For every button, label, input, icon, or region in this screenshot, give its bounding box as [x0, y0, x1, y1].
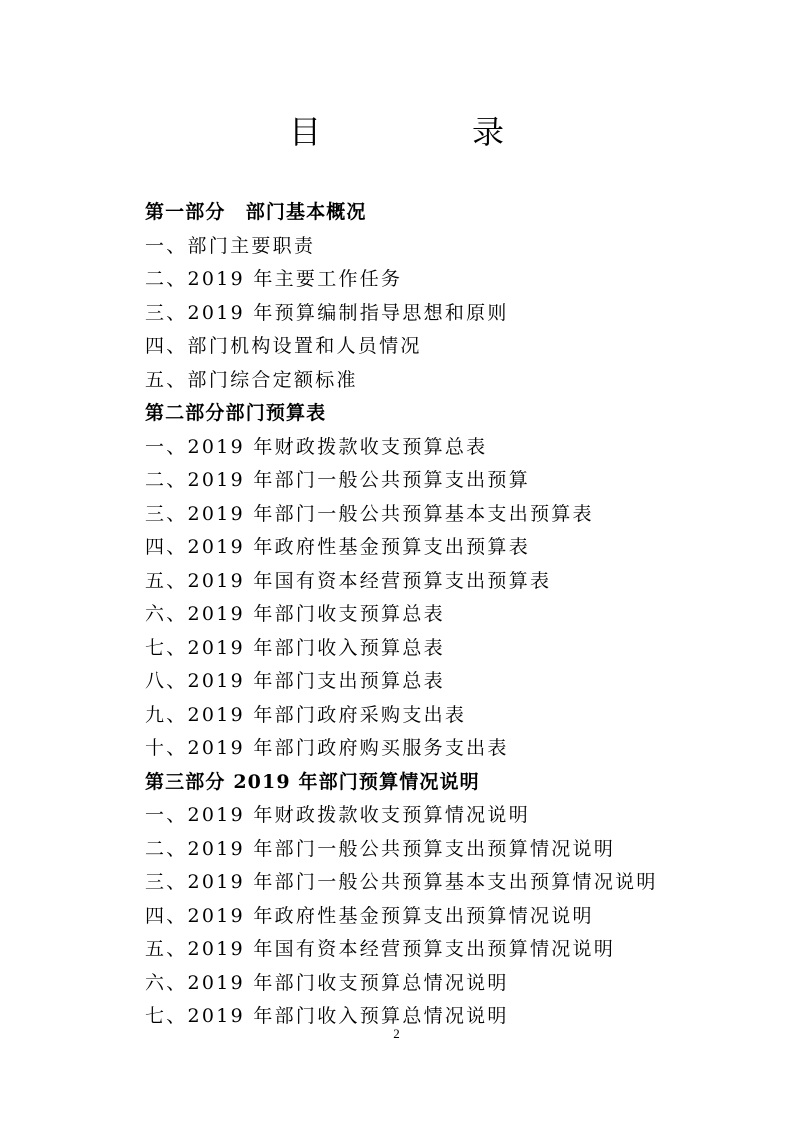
- toc-part-heading: 第二部分部门预算表: [145, 402, 327, 424]
- toc-item: 三、2019 年部门一般公共预算基本支出预算表: [145, 502, 594, 525]
- toc-item: 一、2019 年财政拨款收支预算情况说明: [145, 804, 530, 826]
- toc-item: 一、部门主要职责: [145, 234, 316, 257]
- toc-item: 二、2019 年主要工作任务: [145, 268, 403, 290]
- toc-part-heading: 第一部分 部门基本概况: [145, 201, 367, 223]
- toc-item: 六、2019 年部门收支预算总表: [145, 603, 445, 625]
- toc-item: 七、2019 年部门收入预算总情况说明: [145, 1005, 509, 1027]
- toc-item: 四、部门机构设置和人员情况: [145, 335, 422, 357]
- toc-item: 十、2019 年部门政府购买服务支出表: [145, 737, 509, 759]
- toc-item: 二、2019 年部门一般公共预算支出预算: [145, 469, 530, 491]
- toc-item: 五、部门综合定额标准: [145, 368, 358, 391]
- toc-item: 四、2019 年政府性基金预算支出预算情况说明: [145, 904, 594, 927]
- toc-item: 七、2019 年部门收入预算总表: [145, 636, 445, 659]
- toc-item: 六、2019 年部门收支预算总情况说明: [145, 971, 509, 994]
- table-of-contents: [145, 196, 705, 1034]
- toc-item: 八、2019 年部门支出预算总表: [145, 670, 445, 692]
- page-title: 目 录: [289, 113, 575, 151]
- toc-item: 四、2019 年政府性基金预算支出预算表: [145, 536, 530, 558]
- toc-item: 二、2019 年部门一般公共预算支出预算情况说明: [145, 837, 616, 860]
- toc-item: 五、2019 年国有资本经营预算支出预算表: [145, 569, 552, 592]
- toc-part-heading: 第三部分 2019 年部门预算情况说明: [145, 770, 480, 793]
- toc-item: 九、2019 年部门政府采购支出表: [145, 703, 467, 726]
- toc-item: 一、2019 年财政拨款收支预算总表: [145, 435, 488, 458]
- toc-item: 五、2019 年国有资本经营预算支出预算情况说明: [145, 938, 616, 960]
- toc-item: 三、2019 年预算编制指导思想和原则: [145, 301, 509, 324]
- toc-item: 三、2019 年部门一般公共预算基本支出预算情况说明: [145, 871, 658, 893]
- page-number: 2: [393, 1026, 400, 1041]
